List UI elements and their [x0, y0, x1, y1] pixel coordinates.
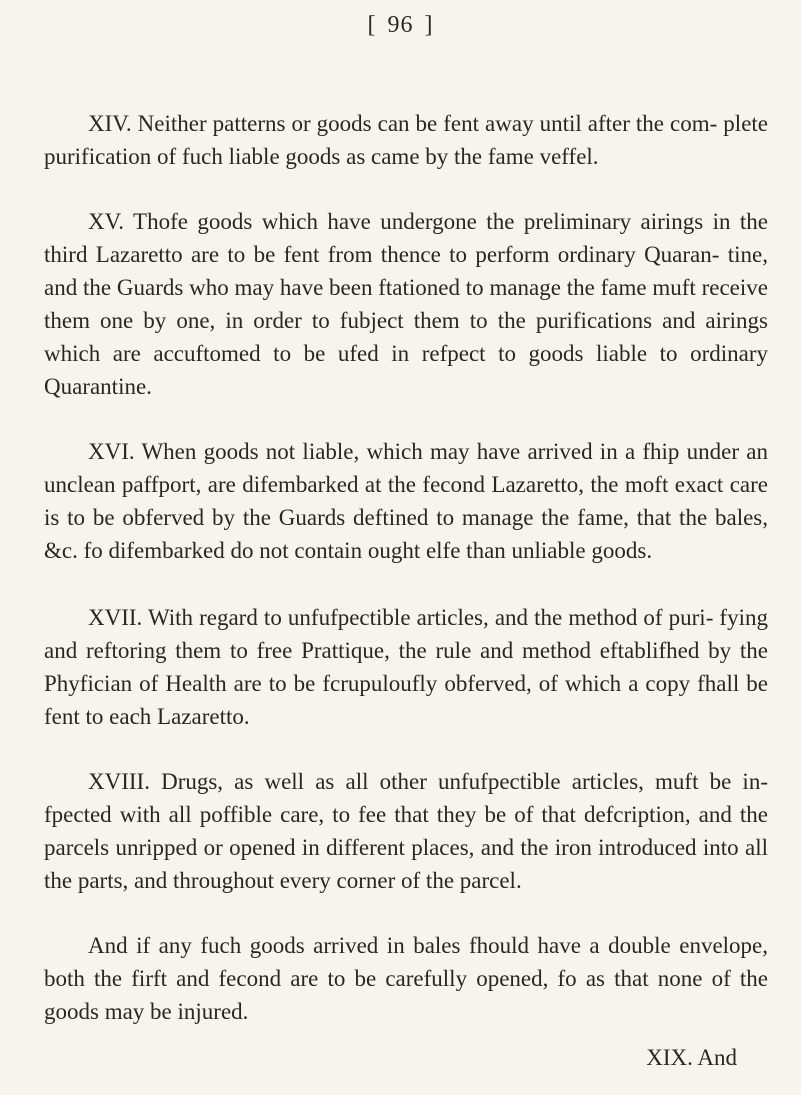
paragraph-xvi: XVI. When goods not liable, which may have arrived in a fhip under an unclean paffport, are difembarked at the fecond Lazaretto, the moft exact care is to be obferved by the Guards deftined to manage the fame, that the bales, &c. fo difembarked do not contain ought elfe than unliable goods.	[44, 439, 768, 563]
catchword: XIX. And	[646, 1045, 737, 1070]
paragraph-double-envelope: And if any fuch goods arrived in bales fhould have a double envelope, both the firft and fecond are to be carefully opened, fo as that none of the goods may be injured.	[44, 933, 768, 1024]
paragraph-xv: XV. Thofe goods which have undergone the preliminary airings in the third Lazaretto are to be fent from thence to perform ordinary Quaran- tine, and the Guards who may have been ftationed to manage the fame muft receive them one by one, in order to fubject them to the purifications and airings which are accuftomed to be ufed in refpect to goods liable to ordinary Quarantine.	[44, 209, 768, 399]
paragraph-xviii: XVIII. Drugs, as well as all other unfufpectible articles, muft be in- fpected with all poffible care, to fee that they be of that defcription, and the parcels unripped or opened in different places, and the iron introduced into all the parts, and throughout every corner of the parcel.	[44, 769, 768, 893]
paragraph-xiv: XIV. Neither patterns or goods can be fent away until after the com- plete purification of fuch liable goods as came by the fame veffel.	[44, 111, 768, 169]
paragraph-xvii: XVII. With regard to unfufpectible articles, and the method of puri- fying and reftoring them to free Prattique, the rule and method eftablifhed by the Phyfician of Health are to be fcrupuloufly obferved, of which a copy fhall be fent to each Lazaretto.	[44, 605, 768, 729]
page-number: [ 96 ]	[367, 12, 434, 38]
